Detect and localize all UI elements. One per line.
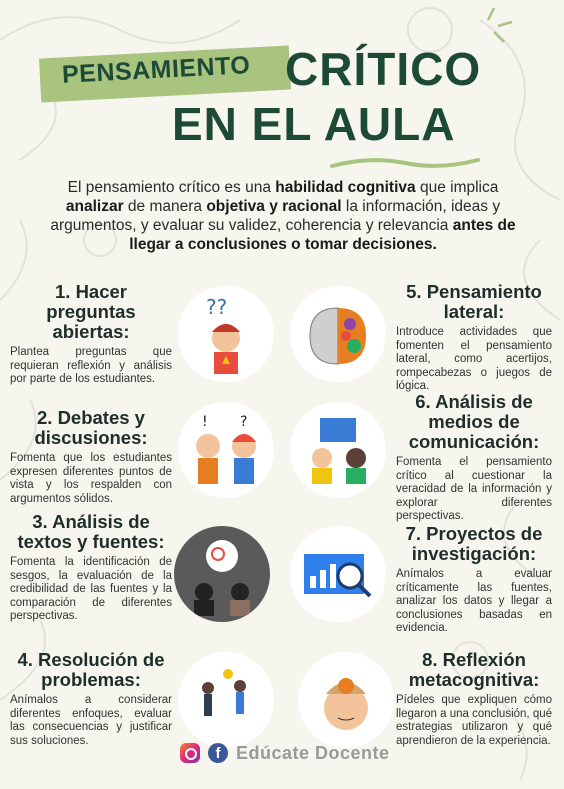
section-7-text: Anímalos a evaluar críticamente las fuentes, analizar los datos y llegar a conclusiones basadas en evidencia. bbox=[396, 568, 552, 634]
illustration-debating-kids bbox=[178, 402, 274, 498]
section-2-title: 2. Debates y discusiones: bbox=[34, 407, 148, 448]
svg-text:?: ? bbox=[240, 414, 248, 430]
facebook-icon[interactable]: f bbox=[208, 743, 228, 763]
illustration-metacognition bbox=[298, 652, 394, 748]
section-1 bbox=[10, 282, 172, 387]
section-6-title: 6. Análisis de medios de comunicación: bbox=[408, 391, 540, 452]
illustration-text-analysis bbox=[174, 526, 270, 622]
illustration-questioning-boy bbox=[178, 286, 274, 382]
instagram-icon[interactable] bbox=[180, 743, 200, 763]
section-4-title: 4. Resolución de problemas: bbox=[17, 649, 165, 690]
illustration-research-dashboard bbox=[290, 526, 386, 622]
illustration-media-analysis bbox=[290, 402, 386, 498]
section-3 bbox=[10, 512, 172, 624]
section-5-text: Introduce actividades que fomenten el pensamiento lateral, como acertijos, rompecabezas o juegos de lógica. bbox=[396, 326, 552, 392]
section-2 bbox=[10, 408, 172, 506]
section-4 bbox=[10, 650, 172, 748]
section-3-text: Fomenta la identificación de sesgos, la evaluación de la credibilidad de las fuentes y la comparación de diferentes perspectivas. bbox=[10, 556, 172, 622]
illustration-brain bbox=[290, 286, 386, 382]
title-underline-squiggle bbox=[330, 156, 480, 170]
section-1-title: 1. Hacer preguntas abiertas: bbox=[46, 281, 136, 342]
section-5 bbox=[396, 282, 552, 394]
section-3-title: 3. Análisis de textos y fuentes: bbox=[17, 511, 165, 552]
section-5-title: 5. Pensamiento lateral: bbox=[406, 281, 542, 322]
section-7 bbox=[396, 524, 552, 636]
svg-text:??: ?? bbox=[206, 295, 228, 319]
section-2-text: Fomenta que los estudiantes expresen diferentes puntos de vista y los respalden con argumentos sólidos. bbox=[10, 452, 172, 505]
svg-text:!: ! bbox=[202, 414, 208, 430]
section-8 bbox=[396, 650, 552, 748]
section-7-title: 7. Proyectos de investigación: bbox=[405, 523, 543, 564]
intro-paragraph: El pensamiento crítico es una habilidad cognitiva que implica analizar de manera objetiva y racional la información, ideas y argumentos, y evaluar su validez, coherencia y relevancia antes de llegar a conclusiones o tomar decisiones. bbox=[50, 179, 516, 253]
section-6 bbox=[396, 392, 552, 524]
section-4-text: Anímalos a considerar diferentes enfoques, evaluar las consecuencias y justificar sus soluciones. bbox=[10, 694, 172, 747]
footer bbox=[180, 738, 420, 768]
section-6-text: Fomenta el pensamiento crítico al cuestionar la veracidad de la información y explorar diferentes perspectivas. bbox=[396, 456, 552, 522]
illustration-problem-solving bbox=[178, 652, 274, 748]
section-8-title: 8. Reflexión metacognitiva: bbox=[408, 649, 540, 690]
brand-name: Edúcate Docente bbox=[236, 742, 390, 763]
section-8-text: Pídeles que expliquen cómo llegaron a una conclusión, qué estrategias utilizaron y qué aprendieron de la experiencia. bbox=[396, 694, 553, 747]
section-1-text: Plantea preguntas que requieran reflexión y análisis por parte de los estudiantes. bbox=[10, 346, 172, 385]
title-line-2: EN EL AULA bbox=[172, 98, 456, 150]
title-line-1: CRÍTICO bbox=[285, 43, 482, 95]
title-small: PENSAMIENTO bbox=[61, 51, 251, 89]
